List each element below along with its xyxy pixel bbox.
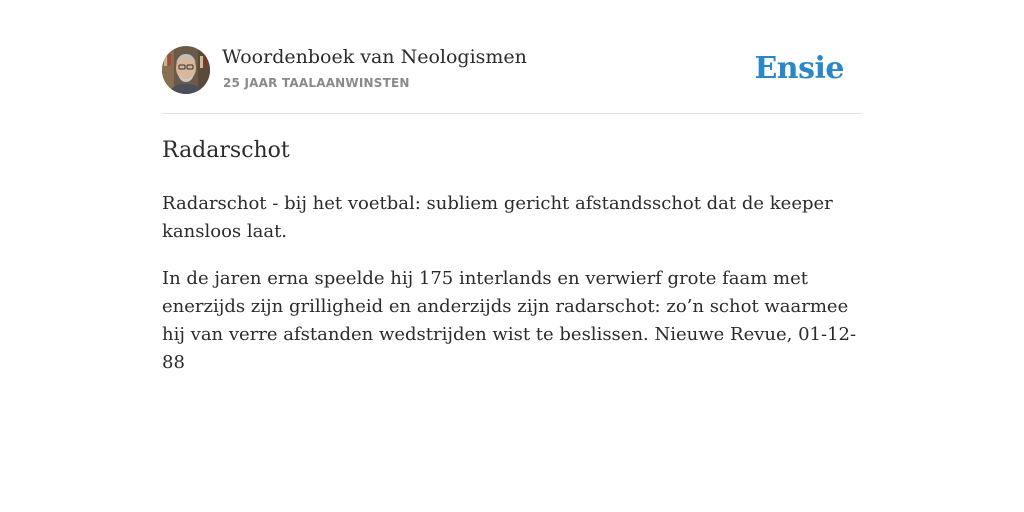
entry-body (162, 190, 862, 396)
author-avatar[interactable] (162, 46, 210, 94)
site-title[interactable]: Woordenboek van Neologismen (222, 46, 527, 68)
brand-logo[interactable]: Ensie (754, 51, 844, 86)
entry-title: Radarschot (162, 138, 290, 163)
entry-example: In de jaren erna speelde hij 175 interlands en verwierf grote faam met enerzijds zijn grilligheid en anderzijds zijn radarschot: zo’n schot waarmee hij van verre afstanden wedstrijden wist te beslissen. Nieuwe Revue, 01-12-88 (162, 268, 857, 373)
header (162, 46, 862, 114)
site-subtitle: 25 JAAR TAALAANWINSTEN (223, 76, 410, 90)
avatar-portrait-icon (162, 46, 210, 94)
entry-definition: Radarschot - bij het voetbal: subliem gericht afstandsschot dat de keeper kansloos laat. (162, 193, 833, 242)
